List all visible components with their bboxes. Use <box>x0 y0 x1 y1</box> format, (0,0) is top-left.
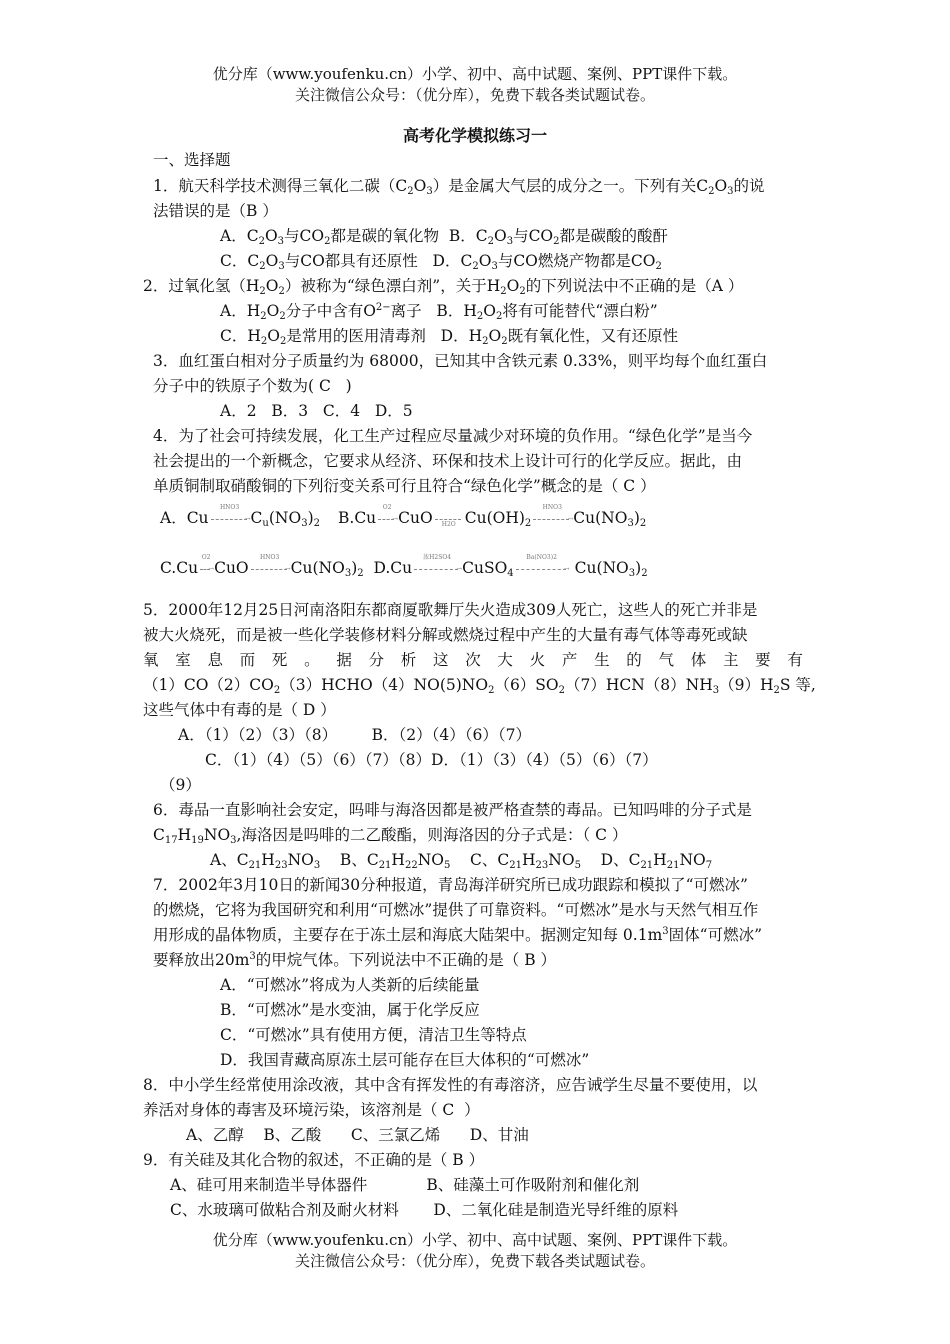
q5-options-ab: A．（1）（2）（3）（8） B．（2）（4）（6）（7） <box>178 726 531 744</box>
q5-stem-line4: $(1)CO(2)CO_2(3)HCHO(4)NO(5)NO_2(6)SO_2(7)HCN(8)NH_3(9)H_2S$ 等, <box>143 676 816 696</box>
q1-options-ab: A．$C_2O_3$与$CO_2$都是碳的氧化物 B．$C_2O_3$与$CO_2$都是碳酸的酸酐 <box>220 227 669 247</box>
q1-options-cd: C．$C_2O_3$与CO都具有还原性 D．$C_2O_3$与CO燃烧产物都是$CO_2$ <box>220 252 662 272</box>
q3-stem-line1: 3．血红蛋白相对分子质量约为 68000，已知其中含铁元素 0.33%，则平均每个血红蛋白 <box>153 352 768 370</box>
reaction-arrow: 浓H2SO4 → <box>412 562 462 576</box>
q9-options-cd: C、水玻璃可做粘合剂及耐火材料 D、二氧化硅是制造光导纤维的原料 <box>170 1201 679 1219</box>
q6-options: A、$C_{21}H_{23}NO_3$ B、$C_{21}H_{22}NO_5$ C、$C_{21}H_{23}NO_5$ D、$C_{21}H_{21}NO_7$ <box>210 851 713 871</box>
q2-options-ab: A．$H_2O_2$分子中含有$O^{2-}$离子 B．$H_2O_2$将有可能替代“漂白粉” <box>220 302 658 322</box>
reaction-arrow: H2O <box>433 512 465 526</box>
q4-option-a: A．Cu HNO3 → $C_u(NO_3)_2$ <box>160 504 321 529</box>
page-title: 高考化学模拟练习一 <box>402 126 547 145</box>
q7-option-c: C．“可燃冰”具有使用方便，清洁卫生等特点 <box>220 1026 527 1044</box>
q4-option-c: C.Cu O2 → CuO HNO3 → $Cu(NO_3)_2$ D.Cu 浓H2SO4 → CuSO$_4$ Ba(NO3)2 → $Cu(NO_3)_2$ <box>160 554 648 579</box>
footer-line-2: 关注微信公众号：（优分库），免费下载各类试题试卷。 <box>294 1252 655 1270</box>
footer-line-1: 优分库（www.youfenku.cn）小学、初中、高中试题、案例、PPT课件下载。 <box>212 1231 738 1249</box>
q6-stem-line2: $C_{17}H_{19}NO_3$,海洛因是吗啡的二乙酸酯，则海洛因的分子式是：（ C ） <box>153 826 628 846</box>
q5-stem-line1: 5．2000年12月25日河南洛阳东都商厦歌舞厅失火造成309人死亡，这些人的死亡并非是 <box>143 601 758 619</box>
q1-stem-line2: 法错误的是（B ） <box>153 202 278 220</box>
q7-stem-line1: 7．2002年3月10日的新闻30分种报道，青岛海洋研究所已成功跟踪和模拟了“可燃冰” <box>153 876 748 894</box>
section-heading: 一、选择题 <box>153 151 231 169</box>
q2-stem: 2．过氧化氢$(H_2O_2)$被称为“绿色漂白剂”，关于$H_2O_2$的下列说法中不正确的是（A ） <box>143 277 744 297</box>
q4-option-b: B.Cu O2 → CuO H2O $Cu(OH)_2$ HNO3 → $Cu(NO_3)_2$ <box>338 504 647 529</box>
q5-stem-line3: 氧 室 息 而 死 。 据 分 析 这 次 大 火 产 生 的 气 体 主 要 有 <box>143 651 803 669</box>
q9-stem: 9．有关硅及其化合物的叙述，不正确的是（ B ） <box>143 1151 485 1169</box>
q1-stem-line1: 1．航天科学技术测得三氧化二碳$(C_2O_3)$是金属大气层的成分之一。下列有关$C_2O_3$的说 <box>153 177 765 197</box>
reaction-arrow: HNO3 → <box>209 512 251 526</box>
q8-stem-line2: 养活对身体的毒害及环境污染，该溶剂是（ C ） <box>143 1101 480 1119</box>
q7-stem-line2: 的燃烧，它将为我国研究和利用“可燃冰”提供了可靠资料。“可燃冰”是水与天然气相互作 <box>153 901 759 919</box>
q9-options-ab: A、硅可用来制造半导体器件 B、硅藻土可作吸附剂和催化剂 <box>170 1176 640 1194</box>
q3-stem-line2: 分子中的铁原子个数为( C ) <box>153 377 352 395</box>
reaction-arrow: HNO3 → <box>531 512 573 526</box>
q5-stem-line2: 被大火烧死，而是被一些化学装修材料分解或燃烧过程中产生的大量有毒气体等毒死或缺 <box>143 626 748 644</box>
q7-stem-line4: 要释放出$20m^3$的甲烷气体。下列说法中不正确的是（ B ） <box>153 951 557 969</box>
q2-options-cd: C．$H_2O_2$是常用的医用清毒剂 D．$H_2O_2$既有氧化性，又有还原性 <box>220 327 679 347</box>
q7-option-a: A．“可燃冰”将成为人类新的后续能量 <box>220 976 480 994</box>
q7-stem-line3: 用形成的晶体物质，主要存在于冻土层和海底大陆架中。据测定知每 $0.1m^3$固体“可燃冰” <box>153 926 763 944</box>
q8-stem-line1: 8．中小学生经常使用涂改液，其中含有挥发性的有毒溶济，应告诫学生尽量不要使用，以 <box>143 1076 758 1094</box>
reaction-arrow: Ba(NO3)2 → <box>514 562 570 576</box>
q7-option-d: D．我国青藏高原冻土层可能存在巨大体积的“可燃冰” <box>220 1051 590 1069</box>
q4-stem-line1: 4．为了社会可持续发展，化工生产过程应尽量减少对环境的负作用。“绿色化学”是当今 <box>153 427 753 445</box>
q5-stem-line5: 这些气体中有毒的是（ D ） <box>143 701 336 719</box>
q5-options-cd: C．（1）（4）（5）（6）（7）（8）D．（1）（3）（4）（5）（6）（7） <box>205 751 658 769</box>
header-line-2: 关注微信公众号：（优分库），免费下载各类试题试卷。 <box>294 86 655 104</box>
q6-stem-line1: 6．毒品一直影响社会安定，吗啡与海洛因都是被严格查禁的毒品。已知吗啡的分子式是 <box>153 801 752 819</box>
reaction-arrow: HNO3 → <box>249 562 291 576</box>
q4-stem-line2: 社会提出的一个新概念，它要求从经济、环保和技术上设计可行的化学反应。据此，由 <box>153 452 743 470</box>
header-line-1: 优分库（www.youfenku.cn）小学、初中、高中试题、案例、PPT课件下载。 <box>212 65 738 83</box>
q7-option-b: B．“可燃冰”是水变油，属于化学反应 <box>220 1001 480 1019</box>
q5-options-cont: （9） <box>160 776 201 794</box>
reaction-arrow: O2 → <box>376 512 398 526</box>
reaction-arrow: O2 → <box>201 554 215 573</box>
q3-options: A．2 B．3 C．4 D．5 <box>220 402 413 420</box>
q4-stem-line3: 单质铜制取硝酸铜的下列衍变关系可行且符合“绿色化学”概念的是（ C ） <box>153 477 656 495</box>
q8-options: A、乙醇 B、乙酸 C、三氯乙烯 D、甘油 <box>186 1126 529 1144</box>
